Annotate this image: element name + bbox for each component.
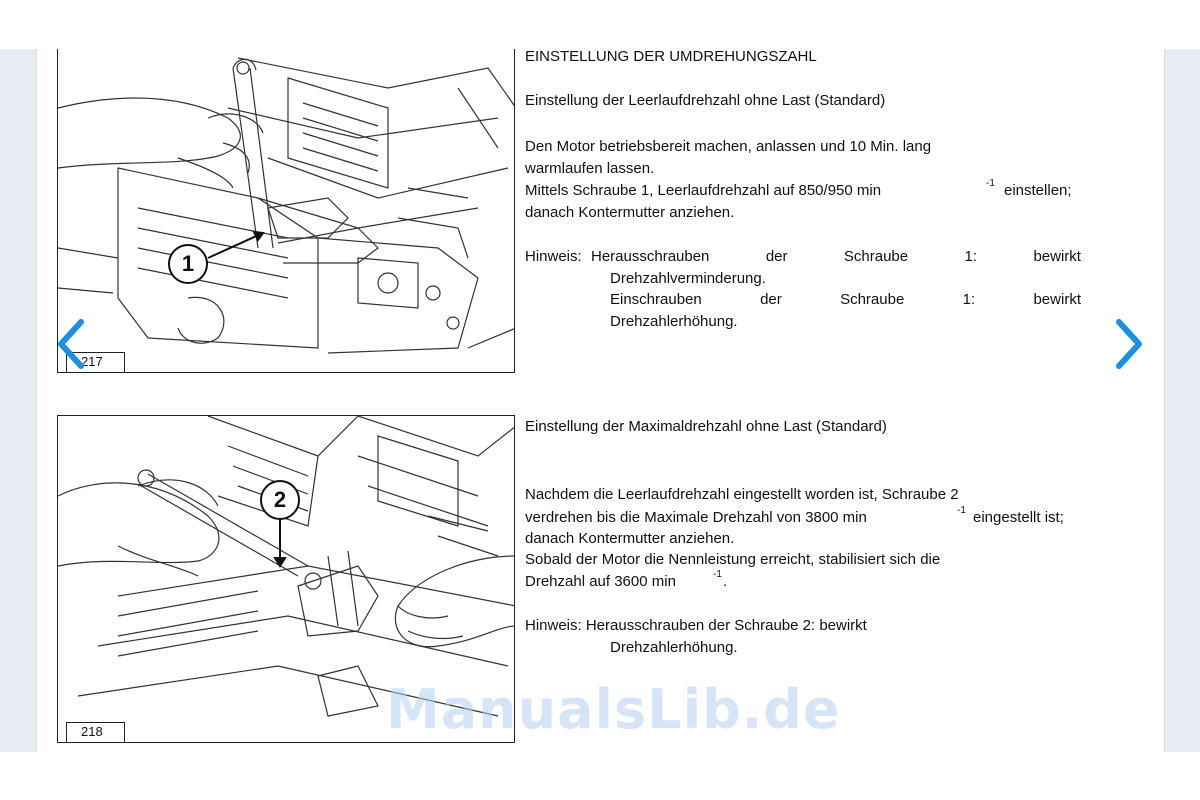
paragraph-line: eingestellt ist; <box>973 509 1064 526</box>
figure-number-218: 218 <box>66 722 125 743</box>
superscript-minus-one: -1 <box>713 569 722 580</box>
note-line-justified <box>610 289 1081 311</box>
paragraph-line: danach Kontermutter anziehen. <box>525 204 735 221</box>
manual-page <box>36 49 1165 752</box>
paragraph-line: einstellen; <box>1004 182 1072 199</box>
note-word: bewirkt <box>1033 291 1081 308</box>
paragraph-line: verdrehen bis die Maximale Drehzahl von 3800 min <box>525 509 867 526</box>
bottom-bar <box>0 752 1200 800</box>
callout-1: 1 <box>168 244 208 284</box>
note-word: Einschrauben <box>610 291 702 308</box>
figure-217-illustration <box>57 49 515 373</box>
note-word: der <box>760 291 782 308</box>
paragraph-line: danach Kontermutter anziehen. <box>525 530 735 547</box>
viewer-right-margin <box>1165 49 1200 752</box>
superscript-minus-one: -1 <box>957 505 966 516</box>
paragraph-line: Drehzahl auf 3600 min <box>525 573 676 590</box>
note-line: Drehzahlverminderung. <box>610 270 766 287</box>
chevron-left-icon <box>53 318 87 370</box>
figure-number-217: 217 <box>66 352 125 373</box>
watermark: ManualsLib.de <box>386 678 841 741</box>
note-word: 1: <box>962 291 976 308</box>
callout-2: 2 <box>260 480 300 520</box>
note-word: bewirkt <box>1033 248 1081 265</box>
viewer-left-margin <box>0 49 36 752</box>
paragraph-line: Sobald der Motor die Nennleistung erreicht, stabilisiert sich die <box>525 551 941 568</box>
paragraph-line: . <box>723 573 728 590</box>
top-bar <box>0 0 1200 49</box>
chevron-right-icon <box>1113 318 1147 370</box>
page-heading: EINSTELLUNG DER UMDREHUNGSZAHL <box>525 49 817 65</box>
note-word: der <box>765 248 788 265</box>
previous-page-button[interactable] <box>50 316 90 372</box>
paragraph-line: Den Motor betriebsbereit machen, anlassen und 10 Min. lang <box>525 138 932 155</box>
paragraph-line: Mittels Schraube 1, Leerlaufdrehzahl auf 850/950 min <box>525 182 882 199</box>
engine-idle-screw-drawing <box>58 49 515 373</box>
paragraph-line: Nachdem die Leerlaufdrehzahl eingestellt worden ist, Schraube 2 <box>525 486 959 503</box>
paragraph-line: warmlaufen lassen. <box>525 160 655 177</box>
note-word: Herausschrauben <box>591 248 710 265</box>
superscript-minus-one: -1 <box>986 178 995 189</box>
note-line-justified <box>591 246 1081 268</box>
note-label: Hinweis: <box>525 248 582 265</box>
note-word: Schraube <box>840 291 905 308</box>
subheading-max-speed: Einstellung der Maximaldrehzahl ohne Last (Standard) <box>525 418 887 435</box>
note-line: Drehzahlerhöhung. <box>610 313 738 330</box>
note-word: Schraube <box>843 248 909 265</box>
note-line: Drehzahlerhöhung. <box>610 639 738 656</box>
next-page-button[interactable] <box>1110 316 1150 372</box>
note-word: 1: <box>964 248 978 265</box>
note-line: Hinweis: Herausschrauben der Schraube 2: bewirkt <box>525 617 867 634</box>
subheading-idle-speed: Einstellung der Leerlaufdrehzahl ohne Last (Standard) <box>525 92 886 109</box>
